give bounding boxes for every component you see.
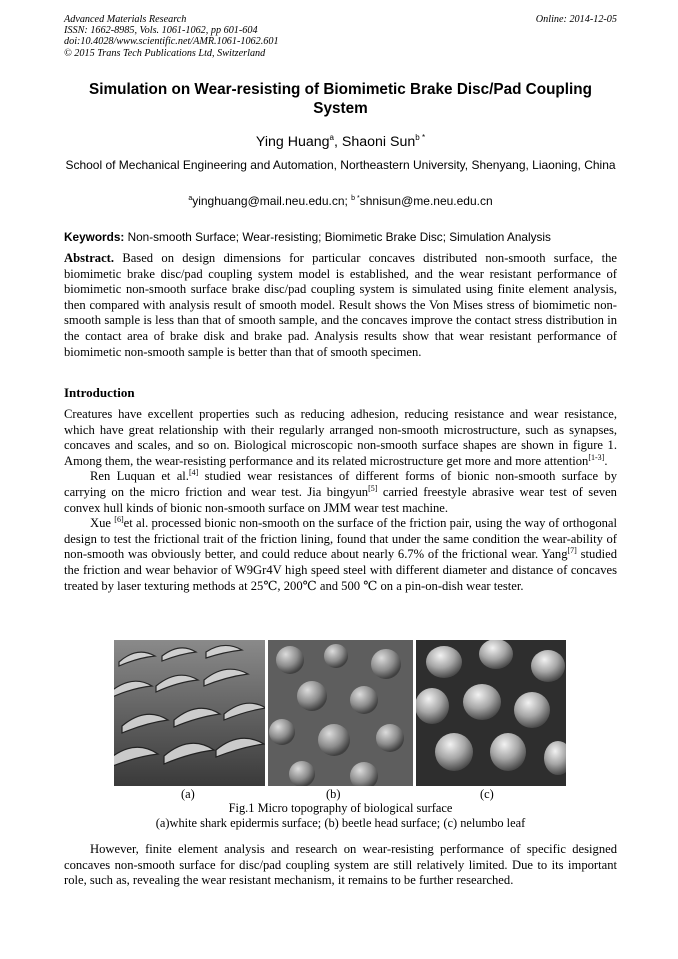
paragraph bbox=[64, 516, 617, 594]
journal-header bbox=[64, 14, 617, 59]
journal-name: Advanced Materials Research bbox=[64, 14, 187, 25]
author-mark: a bbox=[329, 133, 334, 142]
author-list bbox=[64, 133, 617, 150]
citation: [1-3] bbox=[588, 452, 605, 462]
email-mark: a bbox=[188, 195, 193, 202]
shark-skin-micrograph bbox=[114, 640, 265, 786]
paragraph-text: et al. processed bionic non-smooth on the surface of the friction pair, using the way of orthogonal design to test the frictional trait of the friction lining, found that under the same condition the wear-ability of non-smooth was obviously better, and could reduce about nearly 6.7% of the frictional wear. Yang bbox=[64, 516, 618, 562]
paragraph-text: . bbox=[604, 453, 608, 468]
paper-title: Simulation on Wear-resisting of Biomimetic Brake Disc/Pad Coupling System bbox=[89, 81, 592, 117]
figure-caption bbox=[64, 801, 617, 831]
section-heading: Introduction bbox=[64, 385, 135, 400]
abstract bbox=[64, 251, 617, 360]
paragraph-text: Creatures have excellent properties such as reducing adhesion, reducing resistance and wear resistance, which have great relationship with their regularly arranged non-smooth microstructure, such as synapses, concaves and scales, and so on. Biological microscopic non-smooth surface shapes are shown in figure 1. Among them, the wear-resisting performance and its related microstructure get more and more attention bbox=[64, 407, 617, 468]
keywords-label: Keywords: bbox=[64, 230, 125, 244]
abstract-text: Based on design dimensions for particular concaves distributed non-smooth surface, the biomimetic brake disc/pad coupling system model is established, and the wear resistant performance of biomimetic non-smooth surface brake disc/pad coupling system is simulated using finite element analysis, then compared with analysis result of smooth model. Result shows the Von Mises stress of biomimetic non-smooth sample is less than that of smooth sample, and the concaves improve the contact stress distribution in the contact area of brake disk and brake pad. Analysis results show that wear resistant performance of biomimetic non-smooth sample is better than that of smooth specimen. bbox=[64, 251, 617, 359]
email-address: shnisun@me.neu.edu.cn bbox=[359, 194, 493, 208]
online-date: Online: 2014-12-05 bbox=[535, 14, 617, 25]
author-name: Shaoni Sun bbox=[341, 134, 416, 150]
doi-line: doi:10.4028/www.scientific.net/AMR.1061-1062.601 bbox=[64, 36, 279, 48]
introduction-body bbox=[64, 407, 617, 594]
paragraph bbox=[64, 407, 617, 469]
paragraph-text: Ren Luquan et al. bbox=[90, 469, 189, 484]
author-separator: , bbox=[334, 134, 342, 150]
author-mark: b * bbox=[415, 133, 426, 142]
figure-panel-label: (c) bbox=[480, 787, 494, 801]
paragraph bbox=[64, 469, 617, 516]
figure-panel-label: (a) bbox=[181, 787, 195, 801]
beetle-head-micrograph bbox=[268, 640, 413, 786]
lotus-leaf-micrograph bbox=[416, 640, 566, 786]
citation: [6] bbox=[114, 515, 124, 525]
figure-1 bbox=[114, 640, 566, 786]
keywords-text: Non-smooth Surface; Wear-resisting; Biomimetic Brake Disc; Simulation Analysis bbox=[124, 230, 551, 244]
figure-panel-label: (b) bbox=[326, 787, 341, 801]
caption-detail: (a)white shark epidermis surface; (b) beetle head surface; (c) nelumbo leaf bbox=[155, 816, 526, 831]
email-address: yinghuang@mail.neu.edu.cn; bbox=[192, 194, 352, 208]
paragraph-text: studied the friction and wear behavior of W9Gr4V high speed steel with different diameter and distance of concaves treated by laser texturing methods at 25℃, 200℃ and 500 ℃ on a pin-on-dish wear tester. bbox=[64, 547, 617, 593]
citation: [4] bbox=[188, 468, 199, 478]
paragraph-text: Xue bbox=[90, 516, 115, 531]
paragraph bbox=[64, 842, 617, 889]
paragraph-text: carried freestyle abrasive wear test of seven convex hull kinds of bionic non-smooth surface on JMM wear test machine. bbox=[64, 484, 617, 515]
paragraph-text: studied wear resistances of different forms of bionic non-smooth surface by carrying on the micro friction and wear test. Jia bingyun bbox=[64, 469, 617, 499]
paragraph-text: However, finite element analysis and research on wear-resisting performance of specific designed concaves non-smooth surface for disc/pad coupling system are still relatively limited. Due to its important role, such as, revealing the wear resistant mechanism, it remains to be further researched. bbox=[64, 842, 617, 888]
citation: [7] bbox=[567, 546, 577, 556]
citation: [5] bbox=[368, 483, 378, 493]
affiliation: School of Mechanical Engineering and Automation, Northeastern University, Shenyang, Liaoning, China bbox=[65, 158, 616, 172]
copyright-line: © 2015 Trans Tech Publications Ltd, Switzerland bbox=[64, 47, 266, 59]
author-name: Ying Huang bbox=[255, 134, 330, 150]
email-mark: b * bbox=[351, 195, 360, 202]
issn-line: ISSN: 1662-8985, Vols. 1061-1062, pp 601-604 bbox=[64, 25, 258, 37]
author-emails bbox=[64, 194, 617, 208]
caption-title: Fig.1 Micro topography of biological surface bbox=[228, 801, 453, 815]
keywords-line bbox=[64, 230, 617, 244]
abstract-label: Abstract. bbox=[64, 251, 115, 265]
